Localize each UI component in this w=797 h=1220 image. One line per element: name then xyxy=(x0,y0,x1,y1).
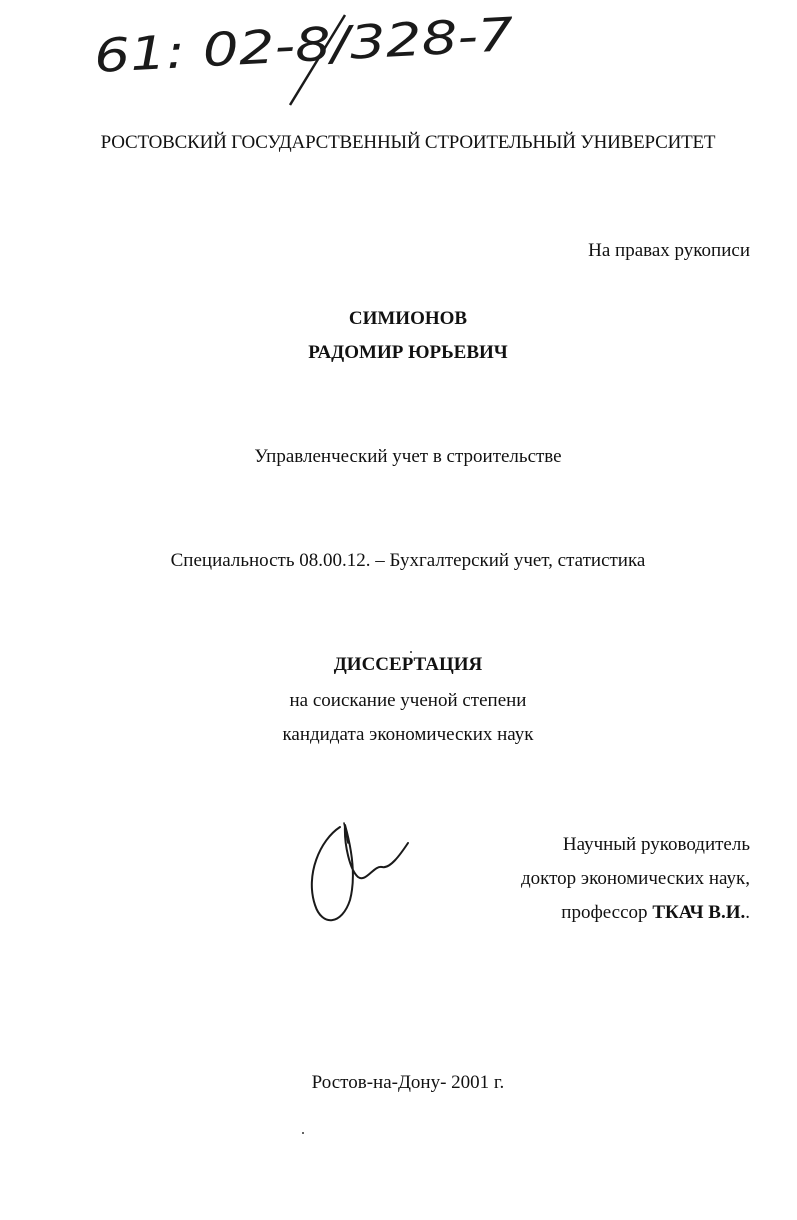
author-given-names: РАДОМИР ЮРЬЕВИЧ xyxy=(308,342,508,363)
scan-speck xyxy=(410,651,412,653)
manuscript-rights-note: На правах рукописи xyxy=(588,240,750,261)
specialty-line: Специальность 08.00.12. – Бухгалтерский учет, статистика xyxy=(170,550,646,571)
supervisor-role: Научный руководитель xyxy=(562,834,750,855)
dissertation-topic: Управленческий учет в строительстве xyxy=(254,446,562,467)
degree-line-2: кандидата экономических наук xyxy=(282,724,534,745)
handwritten-catalog-code xyxy=(90,10,530,110)
degree-line-1: на соискание ученой степени xyxy=(289,690,527,711)
supervisor-name: ТКАЧ В.И. xyxy=(652,902,746,923)
supervisor-title-name xyxy=(521,896,750,930)
supervisor-trailing-dot: . xyxy=(745,902,750,923)
author-surname: СИМИОНОВ xyxy=(348,308,468,329)
scan-speck xyxy=(302,1132,304,1134)
document-type: ДИССЕРТАЦИЯ xyxy=(333,654,483,675)
supervisor-title: профессор xyxy=(561,902,648,923)
handwritten-code-text: 61: 02-8/328-7 xyxy=(92,11,438,83)
supervisor-degree: доктор экономических наук, xyxy=(520,868,750,889)
university-name: РОСТОВСКИЙ ГОСУДАРСТВЕННЫЙ СТРОИТЕЛЬНЫЙ УНИВЕРСИТЕТ xyxy=(100,132,716,153)
supervisor-signature xyxy=(300,815,420,930)
city-year: Ростов-на-Дону- 2001 г. xyxy=(311,1072,505,1093)
supervisor-block xyxy=(521,828,750,930)
signature-drawing xyxy=(300,815,420,930)
handwritten-code-drawing xyxy=(90,10,530,110)
